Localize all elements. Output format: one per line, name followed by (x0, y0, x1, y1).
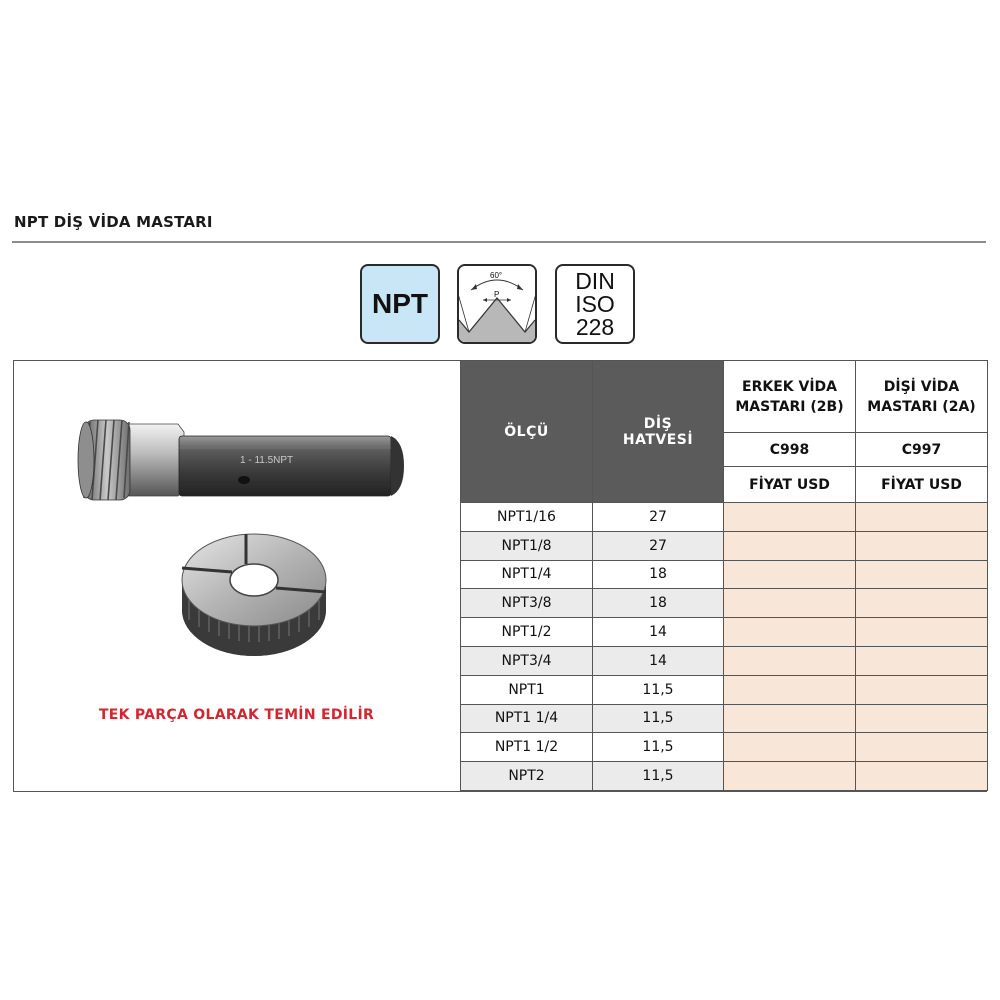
npt-badge-label: NPT (372, 288, 428, 319)
size-cell: NPT3/4 (461, 646, 593, 675)
size-cell: NPT1 (461, 675, 593, 704)
product-illustration (14, 362, 459, 790)
ring-gauge (182, 534, 326, 656)
price-cell-female (856, 618, 988, 647)
pitch-cell: 11,5 (593, 762, 724, 791)
col-header-female-line2: MASTARI (2A) (867, 398, 976, 415)
price-cell-female (856, 589, 988, 618)
table-row (461, 618, 988, 647)
table-row (461, 733, 988, 762)
table-row (461, 531, 988, 560)
size-cell: NPT2 (461, 762, 593, 791)
size-cell: NPT1 1/4 (461, 704, 593, 733)
col-header-pitch-line1: DİŞ (643, 415, 673, 432)
pitch-cell: 18 (593, 560, 724, 589)
col-header-pitch (593, 361, 724, 503)
angle-label: 60° (490, 271, 503, 280)
pitch-cell: 18 (593, 589, 724, 618)
price-cell-female (856, 531, 988, 560)
price-cell-female (856, 503, 988, 532)
price-cell-female (856, 646, 988, 675)
col-header-female-line1: DİŞİ VİDA (883, 378, 960, 395)
pitch-cell: 11,5 (593, 704, 724, 733)
price-cell-male (724, 589, 856, 618)
table-row (461, 589, 988, 618)
price-cell-male (724, 675, 856, 704)
page-title: NPT DİŞ VİDA MASTARI (14, 213, 213, 231)
table-row (461, 560, 988, 589)
price-cell-male (724, 618, 856, 647)
pitch-cell: 14 (593, 618, 724, 647)
size-cell: NPT1/2 (461, 618, 593, 647)
price-cell-male (724, 733, 856, 762)
col-header-size: ÖLÇÜ (461, 361, 593, 503)
standard-line-3: 228 (575, 313, 615, 340)
supply-note: TEK PARÇA OLARAK TEMİN EDİLİR (98, 707, 375, 723)
thread-profile-icon (457, 264, 537, 344)
size-cell: NPT1/16 (461, 503, 593, 532)
pitch-cell: 27 (593, 503, 724, 532)
din-iso-badge (555, 264, 635, 344)
price-cell-male (724, 646, 856, 675)
thread-profile-graphic (459, 266, 535, 342)
npt-badge (360, 264, 440, 344)
price-cell-female (856, 704, 988, 733)
col-header-pitch-line2: HATVESİ (622, 431, 694, 448)
spec-table (460, 360, 988, 791)
price-cell-female (856, 560, 988, 589)
size-cell: NPT1/8 (461, 531, 593, 560)
price-header-male: FİYAT USD (724, 467, 856, 503)
table-row (461, 646, 988, 675)
size-cell: NPT1 1/2 (461, 733, 593, 762)
standard-line-1: DIN (575, 267, 615, 294)
pitch-label: P (494, 290, 500, 299)
size-cell: NPT1/4 (461, 560, 593, 589)
price-cell-male (724, 531, 856, 560)
product-code-female: C997 (856, 433, 988, 467)
price-cell-male (724, 560, 856, 589)
price-cell-male (724, 503, 856, 532)
table-row (461, 762, 988, 791)
table-row (461, 675, 988, 704)
pitch-cell: 11,5 (593, 733, 724, 762)
pitch-cell: 27 (593, 531, 724, 560)
product-code-male: C998 (724, 433, 856, 467)
price-cell-male (724, 762, 856, 791)
plug-gauge (78, 420, 404, 500)
price-cell-male (724, 704, 856, 733)
title-divider (12, 241, 986, 243)
col-header-male-line1: ERKEK VİDA (742, 378, 837, 395)
price-cell-female (856, 675, 988, 704)
col-header-female-gauge (856, 361, 988, 433)
price-cell-female (856, 762, 988, 791)
col-header-male-gauge (724, 361, 856, 433)
price-header-female: FİYAT USD (856, 467, 988, 503)
size-cell: NPT3/8 (461, 589, 593, 618)
table-row (461, 503, 988, 532)
plug-marking: 1 - 11.5NPT (240, 455, 294, 466)
col-header-male-line2: MASTARI (2B) (735, 398, 844, 415)
price-cell-female (856, 733, 988, 762)
pitch-cell: 11,5 (593, 675, 724, 704)
table-row (461, 704, 988, 733)
pitch-cell: 14 (593, 646, 724, 675)
standard-line-2: ISO (575, 290, 615, 317)
thread-gauge-image (14, 362, 459, 692)
